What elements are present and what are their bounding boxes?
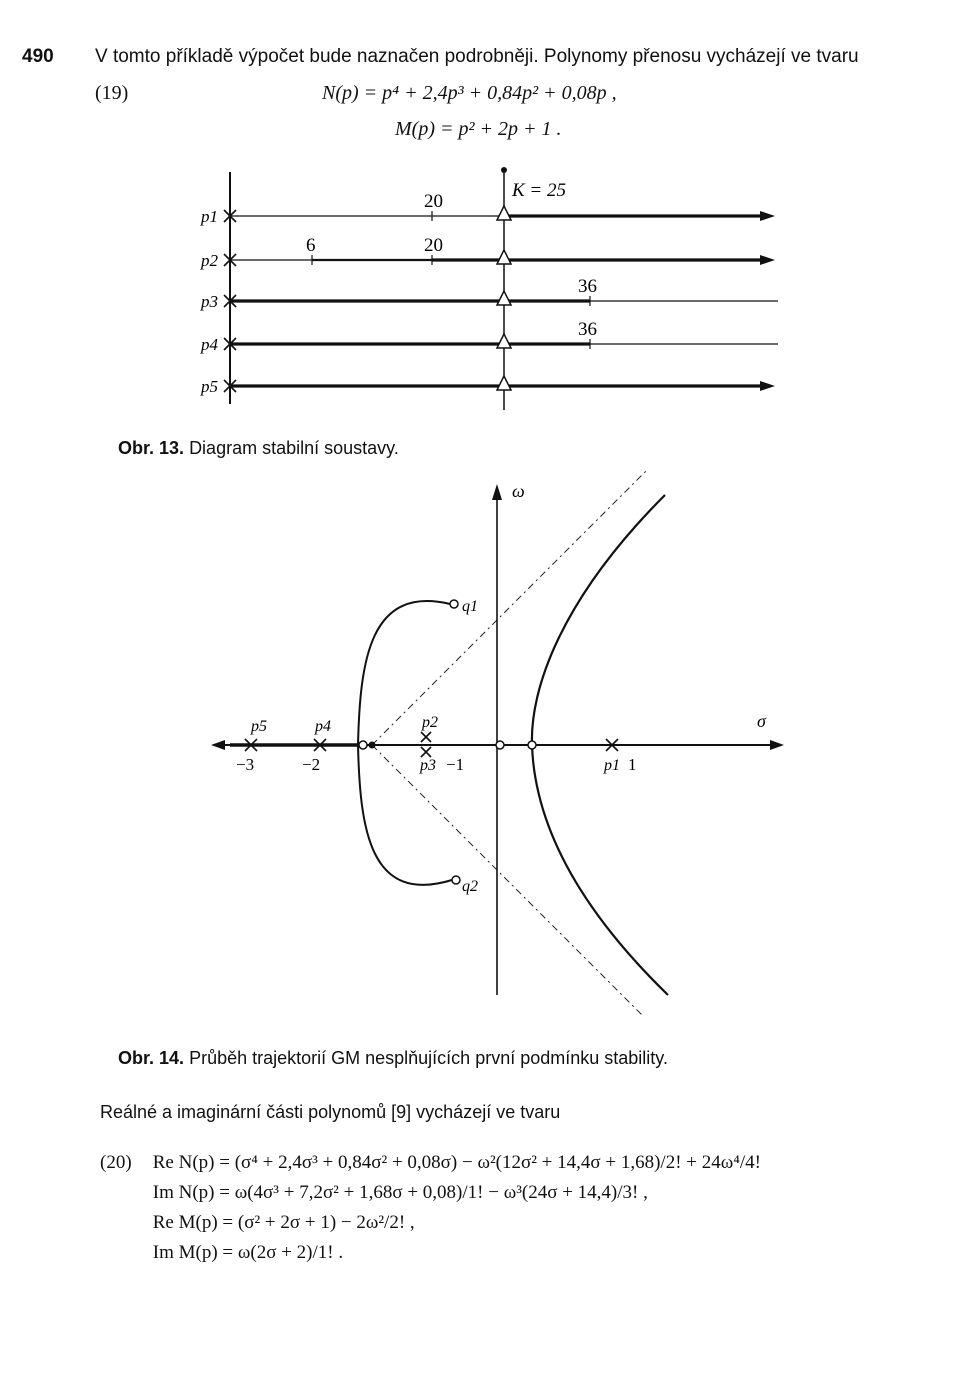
- fig14-omega-label: ω: [512, 481, 525, 501]
- fig13-label-6: 6: [306, 235, 316, 256]
- fig14-trajectory-lower-loop: [358, 745, 452, 885]
- fig14-label-p5: p5: [251, 718, 267, 735]
- fig14-label-p1: p1: [604, 757, 620, 774]
- fig14-label-q2: q2: [462, 878, 478, 895]
- fig14-centroid-point: [369, 742, 376, 749]
- fig14-breakaway-point: [359, 741, 367, 749]
- equation-19-line-2: M(p) = p² + 2p + 1 .: [395, 118, 562, 140]
- equation-20-lhs: Im M(p) =: [152, 1242, 234, 1263]
- equation-19-line-1: N(p) = p⁴ + 2,4p³ + 0,84p² + 0,08p ,: [322, 82, 617, 104]
- fig14-sigma-label: σ: [757, 711, 766, 731]
- equation-20-rhs: ω(2σ + 2)/1! .: [237, 1242, 344, 1263]
- equation-20-row: [100, 1148, 761, 1178]
- equation-20-row: [100, 1178, 761, 1208]
- fig13-label-p1: p1: [201, 207, 218, 226]
- fig14-tick-m2: −2: [302, 755, 321, 774]
- fig14-tick-m3: −3: [236, 755, 255, 774]
- fig13-label-p5: p5: [201, 377, 218, 396]
- fig14-tick-1: 1: [628, 755, 637, 774]
- equation-20-row: [100, 1208, 761, 1238]
- fig13-label-k: K = 25: [512, 180, 566, 201]
- fig13-label-p3: p3: [201, 292, 218, 311]
- fig14-label-q1: q1: [462, 598, 478, 615]
- page-number: 490: [22, 46, 54, 67]
- figure-14-caption-number: Obr. 14.: [118, 1048, 185, 1068]
- equation-20-row: [100, 1238, 761, 1268]
- figure-14-caption: [118, 1048, 668, 1069]
- equation-19-number: (19): [95, 82, 129, 104]
- equation-20-number: (20): [100, 1152, 132, 1173]
- fig14-sigma-arrow-left: [211, 740, 225, 750]
- fig14-branch-point: [528, 741, 536, 749]
- equation-20-lhs: Im N(p) =: [152, 1182, 230, 1203]
- figure-13-caption-text: Diagram stabilní soustavy.: [189, 438, 399, 458]
- equation-20-rhs: ω(4σ³ + 7,2σ² + 1,68σ + 0,08)/1! − ω³(24σ + 14,4)/3! ,: [234, 1182, 648, 1203]
- fig13-label-20b: 20: [424, 235, 443, 256]
- fig13-label-p2: p2: [201, 251, 218, 270]
- fig13-label-36b: 36: [578, 319, 597, 340]
- fig13-label-36a: 36: [578, 276, 597, 297]
- fig14-label-p4: p4: [315, 718, 331, 735]
- fig14-tick-m1: −1: [446, 755, 465, 774]
- figure-14-caption-text: Průběh trajektorií GM nesplňujících první podmínku stability.: [189, 1048, 668, 1068]
- intro-text: V tomto příkladě výpočet bude naznačen podrobněji. Polynomy přenosu vycházejí ve tvaru: [95, 46, 859, 67]
- fig14-label-p2: p2: [422, 714, 438, 731]
- fig14-omega-arrow: [492, 484, 502, 500]
- fig13-label-p4: p4: [201, 335, 218, 354]
- fig13-label-20a: 20: [424, 191, 443, 212]
- equation-20-lhs: Re N(p) =: [152, 1152, 230, 1173]
- equation-20-rhs: (σ² + 2σ + 1) − 2ω²/2! ,: [237, 1212, 415, 1233]
- fig14-zero-q1: [450, 600, 458, 608]
- equation-20-lhs: Re M(p) =: [152, 1212, 234, 1233]
- figure-13-caption-number: Obr. 13.: [118, 438, 185, 458]
- fig14-asymptote-upper: [372, 469, 648, 745]
- fig14-origin-point: [496, 741, 504, 749]
- fig14-asymptote-lower: [372, 745, 642, 1015]
- body-paragraph: Reálné a imaginární části polynomů [9] vycházejí ve tvaru: [100, 1102, 561, 1122]
- fig14-zero-q2: [452, 876, 460, 884]
- equation-20-rhs: (σ⁴ + 2,4σ³ + 0,84σ² + 0,08σ) − ω²(12σ² + 14,4σ + 1,68)/2! + 24ω⁴/4!: [234, 1152, 761, 1173]
- equation-20-block: [100, 1148, 761, 1268]
- fig14-label-p3: p3: [420, 757, 436, 774]
- fig14-sigma-arrow: [770, 740, 784, 750]
